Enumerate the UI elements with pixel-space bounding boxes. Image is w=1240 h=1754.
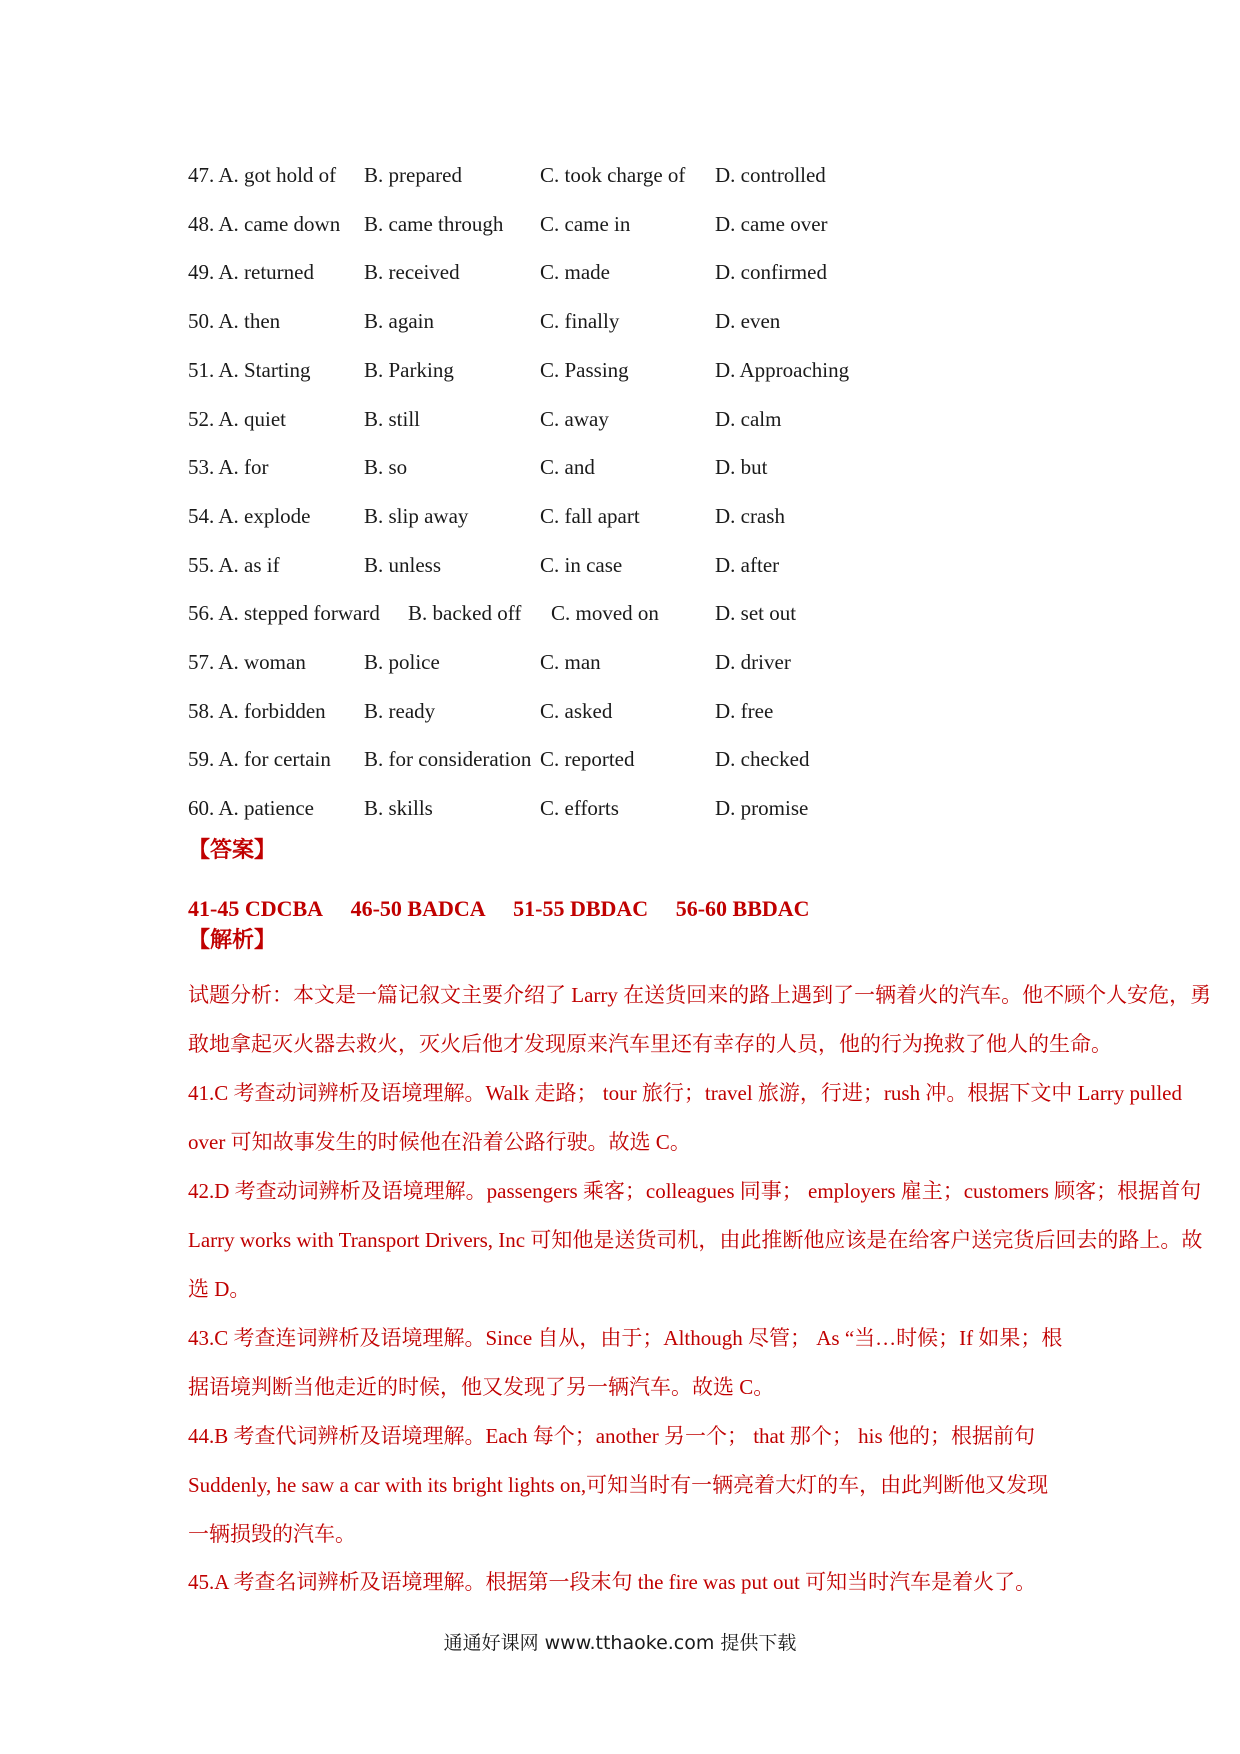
option-c: C. made <box>540 260 610 285</box>
option-d: D. controlled <box>715 163 826 187</box>
analysis-q41: 41.C 考查动词辨析及语境理解。Walk 走路； tour 旅行；travel 旅游，行进；rush 冲。根据下文中 Larry pulled over 可知故事发生的时候他在沿着公路行驶。故选 C。 <box>188 1081 1182 1154</box>
answer-group: 56-60 BBDAC <box>675 896 810 921</box>
option-a: 60. A. patience <box>188 796 314 821</box>
answer-group: 41-45 CDCBA <box>188 896 324 921</box>
analysis-q45: 45.A 考查名词辨析及语境理解。根据第一段末句 the fire was put out 可知当时汽车是着火了。 <box>188 1570 1037 1594</box>
option-d: D. came over <box>715 211 828 236</box>
option-c: C. came in <box>540 211 631 236</box>
option-a: 57. A. woman <box>188 650 306 674</box>
option-c: C. in case <box>540 552 623 577</box>
option-d: D. promise <box>715 796 809 821</box>
option-a: 48. A. came down <box>188 211 341 236</box>
option-b: B. slip away <box>364 503 469 528</box>
option-a: 51. A. Starting <box>188 357 311 382</box>
option-b: B. Parking <box>364 357 454 382</box>
option-a: 49. A. returned <box>188 260 314 285</box>
option-d: D. driver <box>715 650 791 674</box>
option-b: B. came through <box>364 211 504 236</box>
option-a: 54. A. explode <box>188 503 311 528</box>
option-a: 52. A. quiet <box>188 406 286 431</box>
option-d: D. Approaching <box>715 357 850 382</box>
option-b: B. so <box>364 455 408 480</box>
option-d: D. calm <box>715 406 782 431</box>
option-d: D. even <box>715 309 781 334</box>
answer-group: 51-55 DBDAC <box>513 896 649 921</box>
option-d: D. checked <box>715 747 810 772</box>
option-a: 59. A. for certain <box>188 747 331 772</box>
option-a: 58. A. forbidden <box>188 698 326 723</box>
option-b: B. prepared <box>364 163 462 187</box>
option-c: C. asked <box>540 698 613 723</box>
option-d: D. free <box>715 698 774 723</box>
option-d: D. crash <box>715 503 785 528</box>
option-a: 55. A. as if <box>188 552 280 577</box>
option-c: C. reported <box>540 747 635 772</box>
option-c: C. man <box>540 650 601 674</box>
answer-key <box>188 894 832 924</box>
analysis-summary: 试题分析：本文是一篇记叙文主要介绍了 Larry 在送货回来的路上遇到了一辆着火的汽车。他不顾个人安危，勇敢地拿起灭火器去救火，灭火后他才发现原来汽车里还有幸存的人员，他的行为挽救了他人的生命。 <box>188 983 1212 1056</box>
option-b: B. for consideration <box>364 747 532 772</box>
option-b: B. skills <box>364 796 433 821</box>
option-d: D. but <box>715 455 768 480</box>
option-c: C. took charge of <box>540 163 686 187</box>
option-c: C. finally <box>540 309 620 334</box>
option-c: C. fall apart <box>540 503 640 528</box>
option-c: C. moved on <box>551 601 659 626</box>
option-d: D. confirmed <box>715 260 827 285</box>
page-footer: 通通好课网 www.tthaoke.com 提供下载 <box>443 1632 797 1654</box>
option-b: B. police <box>364 650 440 674</box>
option-b: B. again <box>364 309 434 334</box>
option-b: B. unless <box>364 552 442 577</box>
option-a: 53. A. for <box>188 455 269 480</box>
answer-heading: 【答案】 <box>188 838 277 863</box>
option-b: B. still <box>364 406 421 431</box>
option-a: 56. A. stepped forward <box>188 601 380 626</box>
option-b: B. backed off <box>408 601 522 626</box>
analysis-q44: 44.B 考查代词辨析及语境理解。Each 每个；another 另一个； that 那个； his 他的；根据前句 Suddenly, he saw a car with its bright lights on,可知当时有一辆亮着大灯的车，由此判断他又发现一辆损毁的汽车。 <box>188 1424 1049 1546</box>
answer-group: 46-50 BADCA <box>350 896 486 921</box>
option-a: 50. A. then <box>188 309 281 334</box>
option-c: C. away <box>540 406 609 431</box>
analysis-q43: 43.C 考查连词辨析及语境理解。Since 自从，由于；Although 尽管； As “当…时候；If 如果；根据语境判断当他走近的时候，他又发现了另一辆汽车。故选 C。 <box>188 1326 1063 1399</box>
option-c: C. efforts <box>540 796 619 821</box>
analysis-q42: 42.D 考查动词辨析及语境理解。passengers 乘客；colleagues 同事； employers 雇主；customers 顾客；根据首句 Larry works with Transport Drivers, Inc 可知他是送货司机，由此推断他应该是在给客户送完货后回去的路上。故选 D。 <box>188 1179 1203 1301</box>
option-d: D. after <box>715 552 780 577</box>
option-c: C. Passing <box>540 357 629 382</box>
option-c: C. and <box>540 455 595 480</box>
option-b: B. ready <box>364 698 436 723</box>
analysis-heading: 【解析】 <box>188 928 277 953</box>
option-d: D. set out <box>715 601 797 626</box>
option-b: B. received <box>364 260 460 285</box>
option-a: 47. A. got hold of <box>188 163 337 187</box>
